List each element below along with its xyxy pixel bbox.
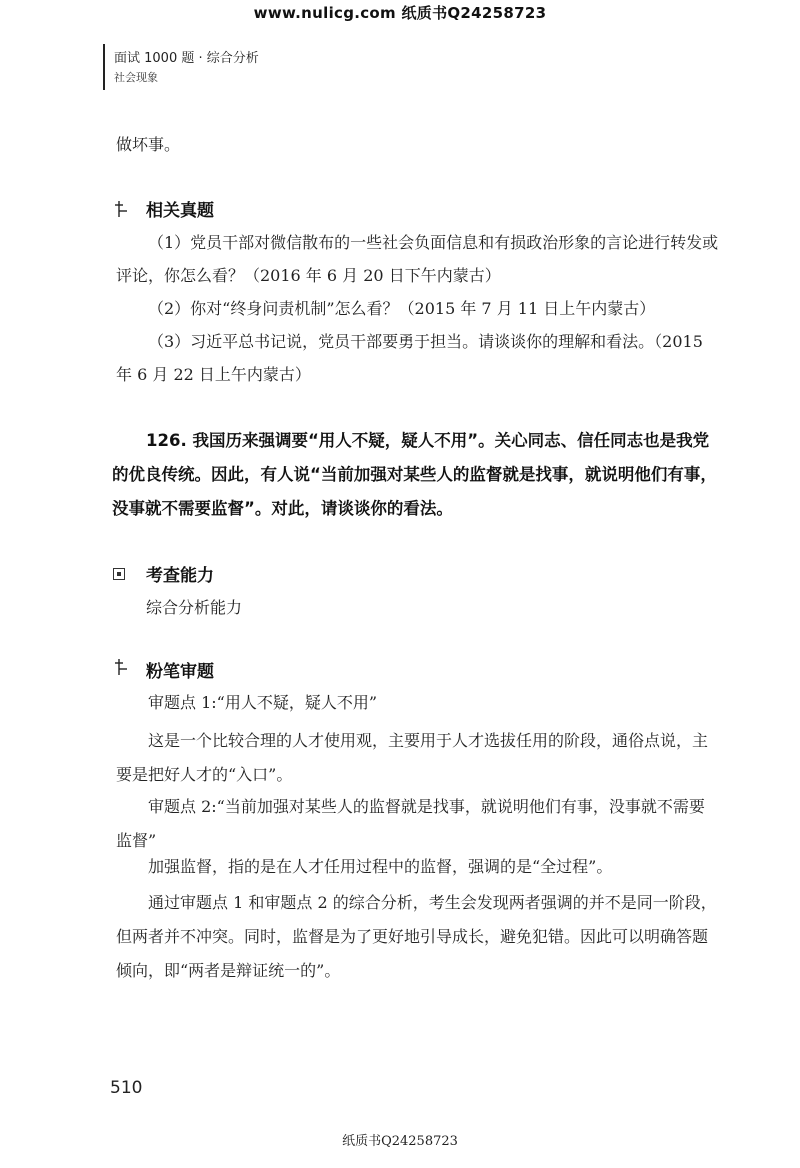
- header-divider: [103, 44, 105, 90]
- ability-heading: 考查能力: [146, 566, 214, 586]
- running-header-title: 面试 1000 题 · 综合分析: [114, 51, 259, 66]
- point2-label: 审题点 2:“当前加强对某些人的监督就是找事，就说明他们有事，没事就不需要监督”: [116, 797, 705, 850]
- analysis-heading: 粉笔审题: [146, 662, 214, 682]
- page-number: 510: [110, 1078, 143, 1098]
- continuation-text: 做坏事。: [116, 135, 181, 154]
- related-icon: [114, 200, 128, 222]
- point1-label: 审题点 1:“用人不疑，疑人不用”: [148, 693, 378, 712]
- point1-text: 这是一个比较合理的人才使用观，主要用于人才选拔任用的阶段，通俗点说，主要是把好人才的“入口”。: [116, 731, 709, 784]
- related-item-3: （3）习近平总书记说，党员干部要勇于担当。请谈谈你的理解和看法。（2015 年 6 月 22 日上午内蒙古）: [116, 332, 703, 384]
- related-heading: 相关真题: [146, 201, 214, 221]
- analysis-icon: [114, 658, 128, 680]
- ability-value: 综合分析能力: [146, 598, 243, 617]
- watermark-bottom: 纸质书Q24258723: [342, 1134, 458, 1149]
- related-item-2: （2）你对“终身问责机制”怎么看？（2015 年 7 月 11 日上午内蒙古）: [148, 299, 656, 318]
- conclusion-text: 通过审题点 1 和审题点 2 的综合分析，考生会发现两者强调的并不是同一阶段，但两者并不冲突。同时，监督是为了更好地引导成长，避免犯错。因此可以明确答题倾向，即“两者是辩证统一的”。: [116, 893, 717, 980]
- ability-icon: [113, 568, 125, 580]
- watermark-top: www.nulicg.com 纸质书Q24258723: [253, 4, 547, 22]
- question-126: 126. 我国历来强调要“用人不疑，疑人不用”。关心同志、信任同志也是我党的优良传统。因此，有人说“当前加强对某些人的监督就是找事，就说明他们有事，没事就不需要监督”。对此，请谈谈你的看法。: [112, 431, 717, 518]
- running-header-subtitle: 社会现象: [114, 71, 158, 84]
- point2-text: 加强监督，指的是在人才任用过程中的监督，强调的是“全过程”。: [148, 857, 613, 876]
- related-item-1: （1）党员干部对微信散布的一些社会负面信息和有损政治形象的言论进行转发或评论，你怎么看？（2016 年 6 月 20 日下午内蒙古）: [116, 233, 719, 285]
